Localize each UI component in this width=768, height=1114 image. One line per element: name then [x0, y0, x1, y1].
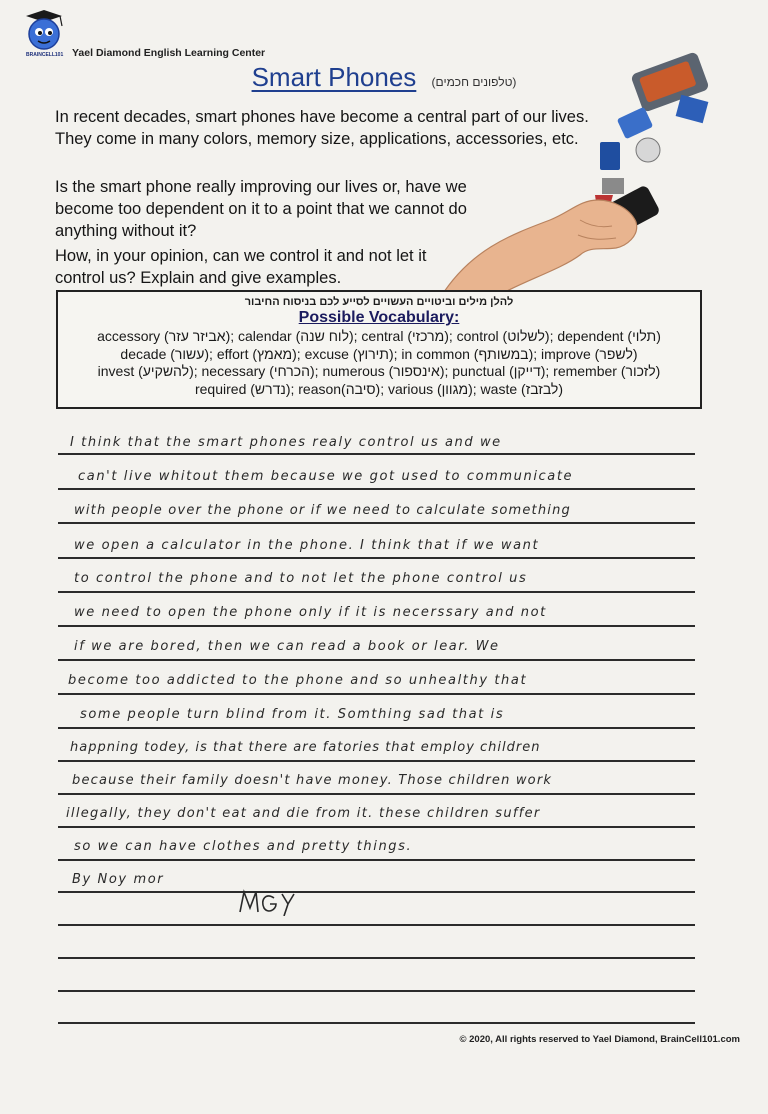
handwritten-line: if we are bored, then we can read a book or lear. We	[74, 639, 500, 654]
logo-text: BRAINCELL101	[26, 52, 64, 58]
ruled-line	[58, 591, 695, 593]
ruled-line	[58, 557, 695, 559]
ruled-line	[58, 760, 695, 762]
title-hebrew: (טלפונים חכמים)	[431, 75, 517, 89]
vocabulary-line: required (נדרש); reason(סיבה); various (מגוון); waste (לבזבז)	[194, 380, 564, 397]
ruled-line	[58, 453, 695, 455]
handwritten-line: can't live whitout them because we got used to communicate	[78, 469, 574, 484]
center-name: Yael Diamond English Learning Center	[72, 47, 266, 59]
ruled-line	[58, 693, 695, 695]
handwritten-line: I think that the smart phones realy control us and we	[70, 435, 502, 450]
ruled-line	[58, 793, 695, 795]
ruled-line	[58, 859, 695, 861]
handwritten-line: happning todey, is that there are fatories that employ children	[70, 740, 541, 755]
handwritten-line: to control the phone and to not let the phone control us	[74, 571, 528, 586]
ruled-line	[58, 659, 695, 661]
ruled-line	[58, 891, 695, 893]
prompt-paragraph-3: How, in your opinion, can we control it and not let it control us? Explain and give examples.	[55, 247, 427, 287]
smartphone-hand-illustration	[430, 50, 720, 300]
ruled-line	[58, 488, 695, 490]
handwritten-line: some people turn blind from it. Somthing sad that is	[80, 707, 505, 722]
handwritten-line: with people over the phone or if we need to calculate something	[74, 503, 571, 518]
vocabulary-line: accessory (אביזר עזר); calendar (לוח שנה); central (מרכזי); control (לשלוט); dependent (תלוי)	[97, 328, 661, 344]
ruled-line	[58, 625, 695, 627]
handwritten-line: illegally, they don't eat and die from it. these children suffer	[66, 806, 541, 821]
ruled-line	[58, 990, 695, 992]
handwritten-line: because their family doesn't have money. Those children work	[72, 773, 553, 788]
handwritten-signature	[238, 886, 302, 916]
handwritten-line: so we can have clothes and pretty things.	[74, 839, 413, 854]
ruled-line	[58, 1022, 695, 1024]
ruled-line	[58, 924, 695, 926]
handwritten-line: we open a calculator in the phone. I think that if we want	[74, 538, 540, 553]
handwritten-line: become too addicted to the phone and so unhealthy that	[68, 673, 528, 688]
prompt-paragraph-1: In recent decades, smart phones have become a central part of our lives. They come in many colors, memory size, applications, accessories, etc.	[55, 108, 589, 148]
vocabulary-hebrew-heading: להלן מילים וביטויים העשויים לסייע לכם בניסוח החיבור	[244, 296, 514, 308]
ruled-line	[58, 826, 695, 828]
title-text: Smart Phones	[251, 62, 417, 92]
handwritten-line: we need to open the phone only if it is necerssary and not	[74, 605, 547, 620]
ruled-line	[58, 727, 695, 729]
handwritten-line: By Noy mor	[72, 872, 165, 887]
vocabulary-line: decade (עשור); effort (מאמץ); excuse (תירוץ); in common (במשותף); improve (לשפר)	[120, 345, 638, 362]
ruled-line	[58, 957, 695, 959]
vocabulary-title: Possible Vocabulary:	[298, 309, 460, 326]
vocabulary-box	[56, 290, 702, 409]
braincell-logo-icon	[22, 10, 66, 58]
prompt-paragraph-2: Is the smart phone really improving our lives or, have we become too dependent on it to a point that we cannot do anything without it?	[55, 178, 467, 240]
ruled-line	[58, 522, 695, 524]
copyright-footer: © 2020, All rights reserved to Yael Diamond, BrainCell101.com	[459, 1034, 740, 1045]
vocabulary-line: invest (להשקיע); necessary (הכרחי); numerous (אינספור); punctual (דייקן); remember (לזכור)	[97, 363, 661, 379]
